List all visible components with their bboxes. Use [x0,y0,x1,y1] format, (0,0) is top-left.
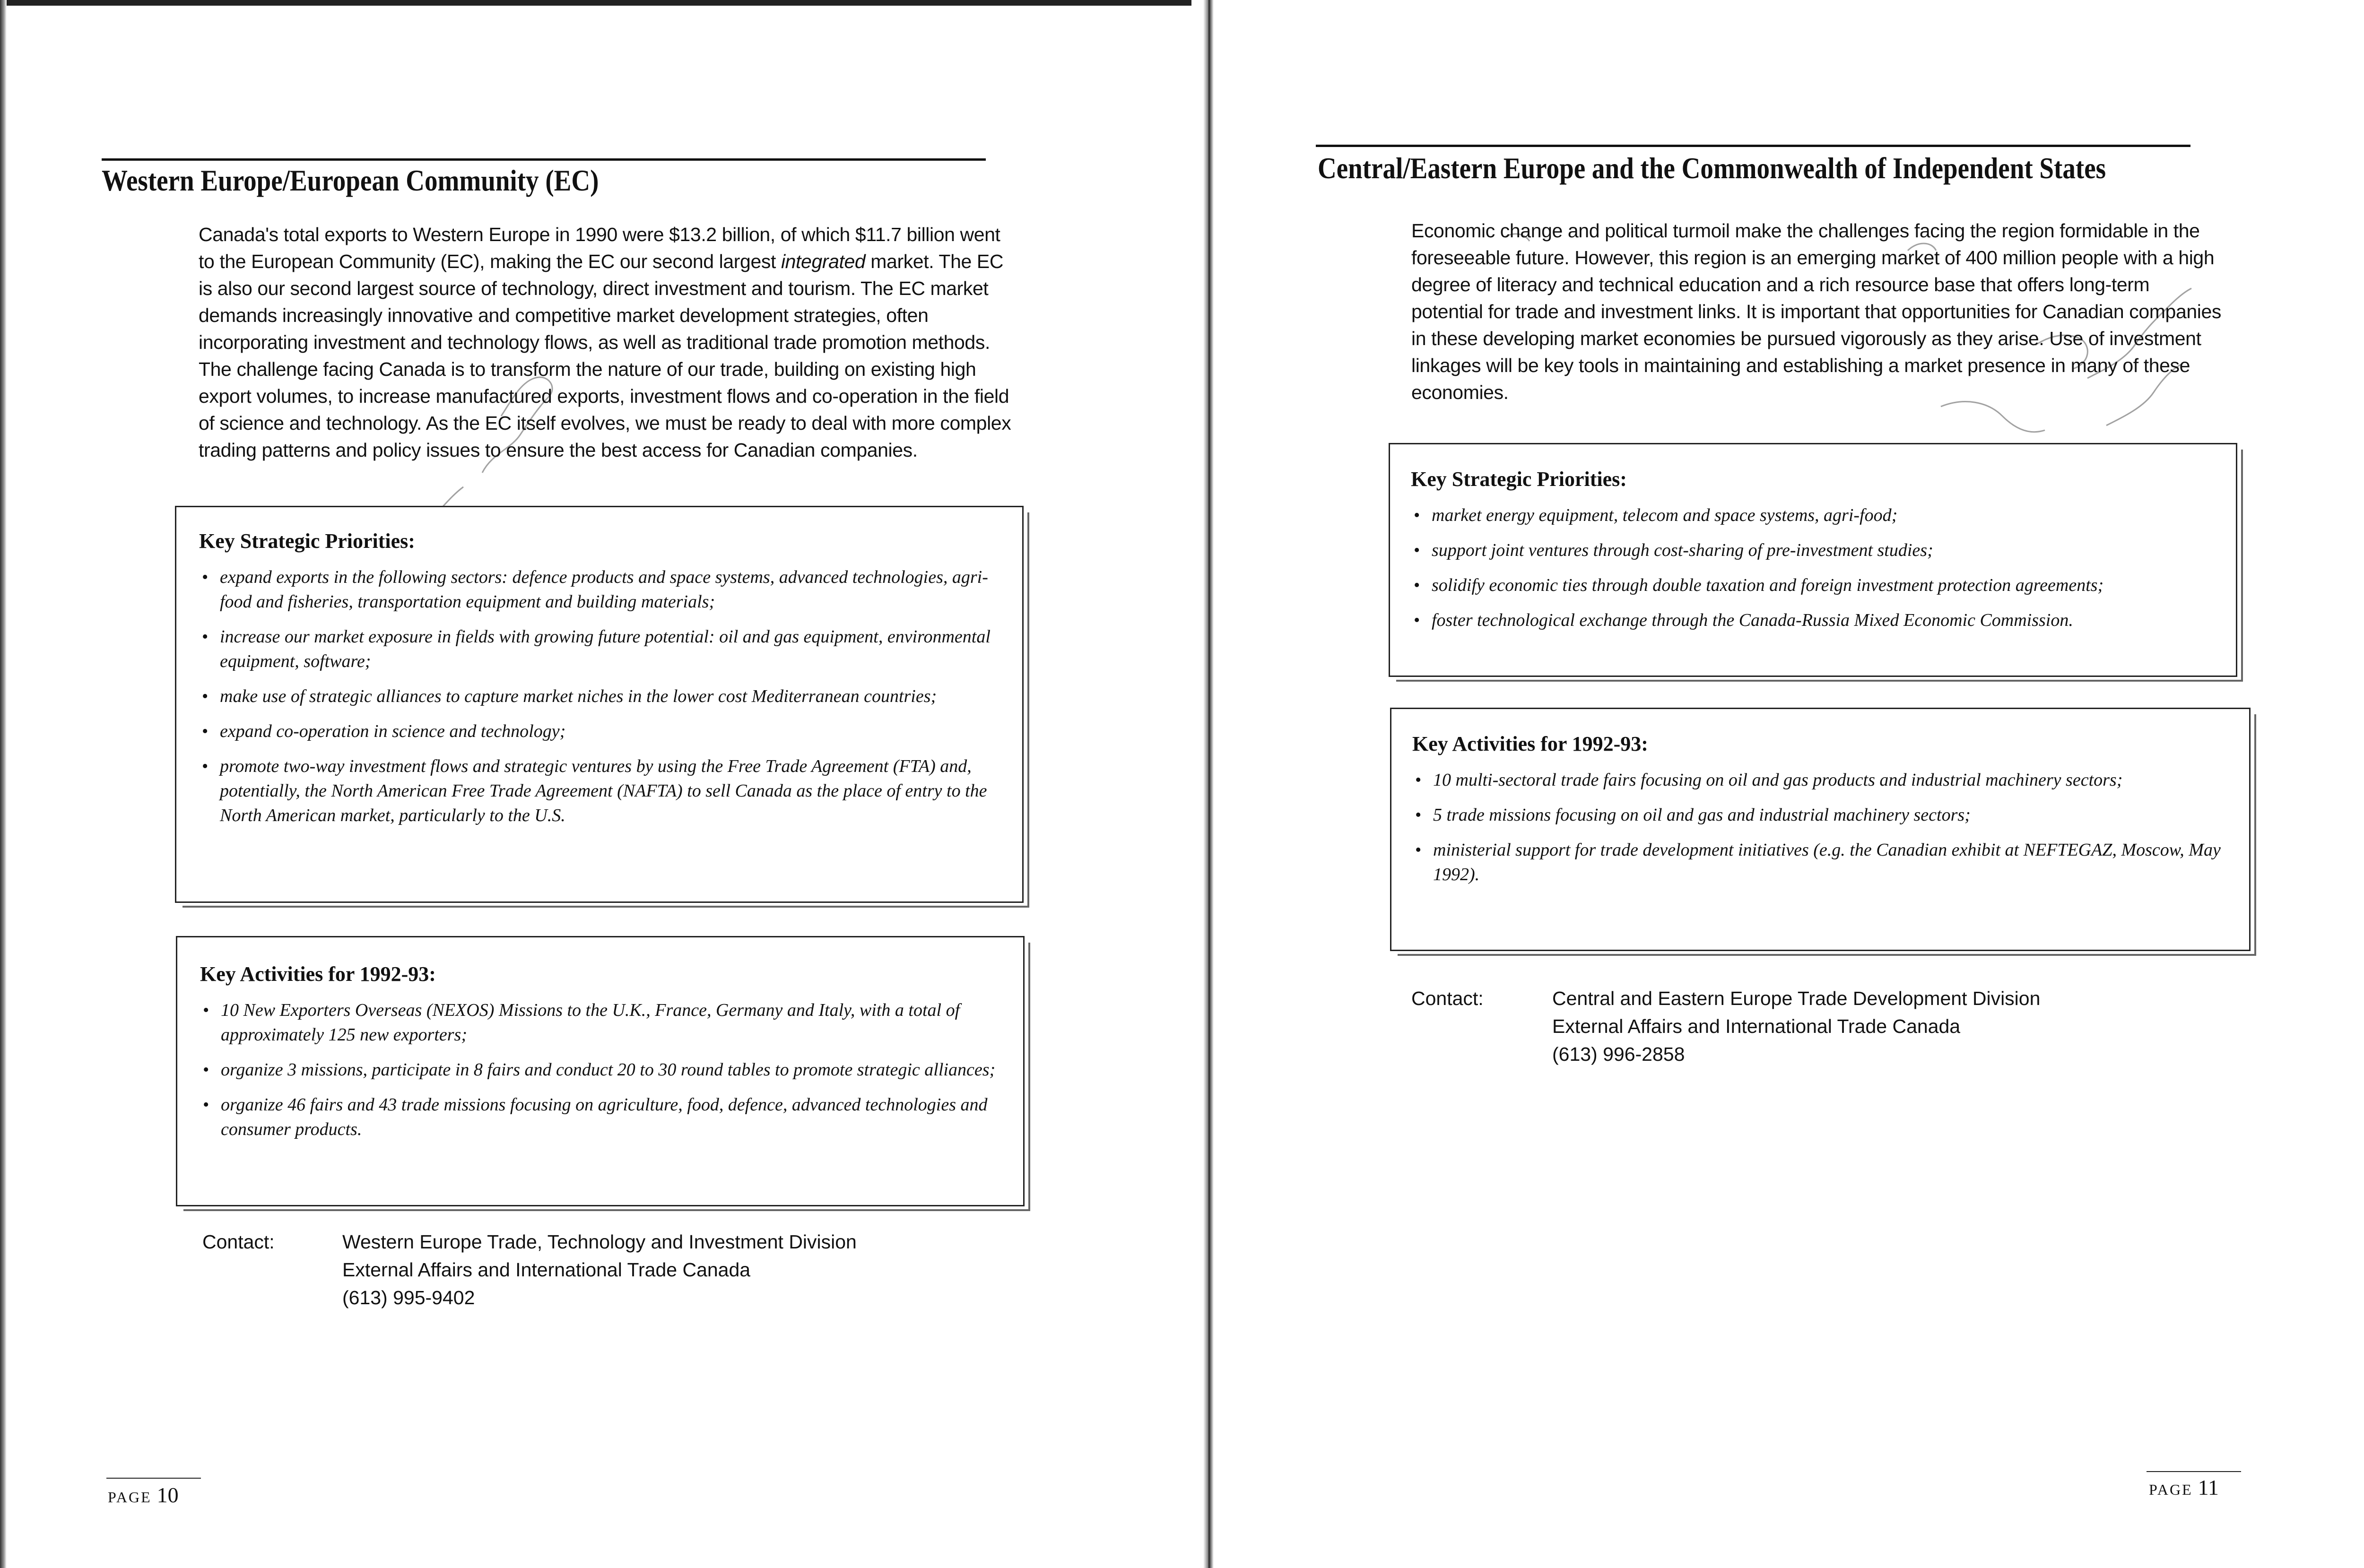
page-number-value: 10 [156,1483,179,1507]
page-number-rule [2147,1471,2241,1472]
page-number [2149,1475,2219,1500]
priorities-item: • expand exports in the following sectors: defence products and space systems, advanced technologies, agri-food and fisheries, transportation equipment and building materials; [199,565,1003,614]
contact-label: Contact: [1411,988,1484,1009]
key-strategic-priorities-box [1389,443,2237,677]
activities-item: • organize 46 fairs and 43 trade missions focusing on agriculture, food, defence, advanced technologies and consumer products. [200,1092,1004,1142]
contact-phone: (613) 996-2858 [1552,1043,1685,1065]
contact-division: Western Europe Trade, Technology and Investment Division [342,1231,857,1253]
contact-block [202,1228,1006,1318]
activities-item: • organize 3 missions, participate in 8 fairs and conduct 20 to 30 round tables to promote strategic alliances; [200,1057,1004,1082]
priorities-item: • increase our market exposure in fields with growing future potential: oil and gas equipment, environmental equipment, software; [199,624,1003,674]
priorities-heading: Key Strategic Priorities: [1411,468,1627,491]
contact-phone: (613) 995-9402 [342,1287,475,1308]
emphasis-text: integrated [781,251,866,272]
page-number-value: 11 [2198,1475,2219,1499]
intro-paragraph [1411,217,2225,406]
priorities-item: • solidify economic ties through double taxation and foreign investment protection agreements; [1411,573,2217,598]
intro-text: market. The EC is also our second largest source of technology, direct investment and tourism. The EC market demands increasingly innovative and competitive market development strategies, often incorporating investment and technology flows, as well as traditional trade promotion methods. The challenge facing Canada is to transform the nature of our trade, building on existing high export volumes, to increase manufactured exports, investment flows and co-operation in the field of science and technology. As the EC itself evolves, we must be ready to deal with more complex trading patterns and policy issues to ensure the best access for Canadian companies. [199,251,1011,461]
activities-item: • 5 trade missions focusing on oil and gas and industrial machinery sectors; [1412,803,2230,827]
activities-heading: Key Activities for 1992-93: [1412,732,1648,755]
activities-item: • 10 multi-sectoral trade fairs focusing on oil and gas products and industrial machinery sectors; [1412,768,2230,792]
priorities-item: • support joint ventures through cost-sharing of pre-investment studies; [1411,538,2217,563]
priorities-item: • make use of strategic alliances to capture market niches in the lower cost Mediterranean countries; [199,684,1003,709]
section-rule [1316,145,2190,147]
activities-list [200,998,1004,1142]
priorities-item: • expand co-operation in science and technology; [199,719,1003,744]
page-number-rule [106,1478,201,1479]
priorities-item: • promote two-way investment flows and strategic ventures by using the Free Trade Agreement (FTA) and, potentially, the North American Free Trade Agreement (NAFTA) to sell Canada as the place of entry to the North American market, particularly to the U.S. [199,754,1003,828]
page-11 [1208,0,2364,1568]
contact-department: External Affairs and International Trade Canada [342,1259,751,1281]
priorities-list [199,565,1003,828]
priorities-item: • foster technological exchange through the Canada-Russia Mixed Economic Commission. [1411,608,2217,632]
contact-block [1411,985,2215,1074]
key-activities-box [1390,708,2251,951]
priorities-list [1411,503,2217,632]
intro-paragraph [199,221,1012,464]
page-title: Central/Eastern Europe and the Commonwealth of Independent States [1318,151,2106,185]
page-title: Western Europe/European Community (EC) [102,164,599,197]
contact-division: Central and Eastern Europe Trade Development Division [1552,988,2041,1009]
priorities-item: • market energy equipment, telecom and space systems, agri-food; [1411,503,2217,528]
intro-text: Economic change and political turmoil make the challenges facing the region formidable in the foreseeable future. However, this region is an emerging market of 400 million people with a high degree of literacy and technical education and a rich resource base that offers long-term potential for trade and investment links. It is important that opportunities for Canadian companies in these developing market economies be pursued vigorously as they arise. Use of investment linkages will be key tools in maintaining and establishing a market presence in many of these economies. [1411,220,2221,403]
activities-item: • 10 New Exporters Overseas (NEXOS) Missions to the U.K., France, Germany and Italy, with a total of approximately 125 new exporters; [200,998,1004,1047]
activities-item: • ministerial support for trade development initiatives (e.g. the Canadian exhibit at NEFTEGAZ, Moscow, May 1992). [1412,838,2230,887]
page-label: PAGE [2149,1481,2193,1498]
contact-department: External Affairs and International Trade Canada [1552,1015,1961,1037]
key-activities-box [176,936,1025,1206]
section-rule [102,158,986,161]
priorities-heading: Key Strategic Priorities: [199,529,415,553]
page-number [108,1482,179,1507]
activities-heading: Key Activities for 1992-93: [200,962,436,986]
contact-label: Contact: [202,1231,275,1253]
page-label: PAGE [108,1489,152,1506]
intro-text: Canada's total exports to Western Europe in 1990 were $13.2 billion, of which $11.7 billion went to the European Community (EC), making the EC our second largest [199,224,1000,272]
activities-list [1412,768,2230,887]
key-strategic-priorities-box [175,506,1024,903]
